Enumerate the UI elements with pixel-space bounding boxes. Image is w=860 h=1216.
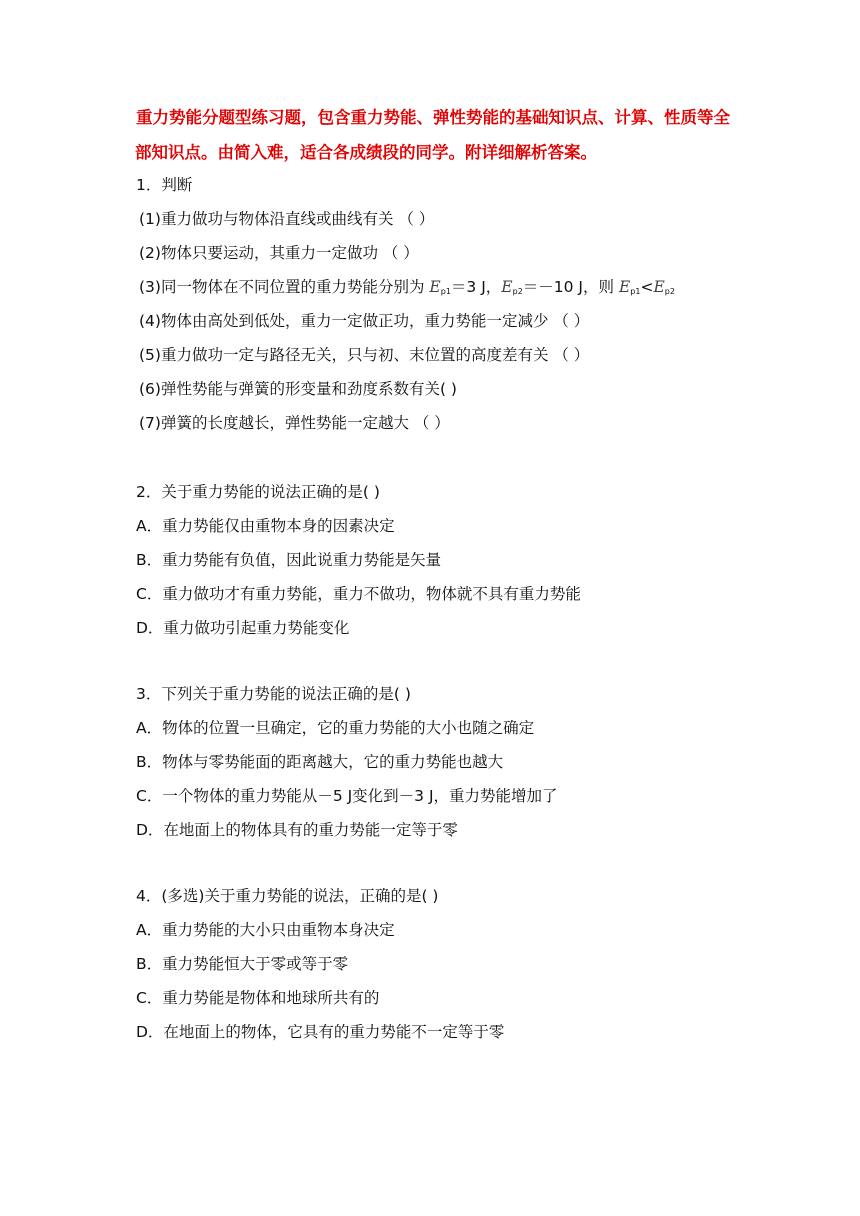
- q1-item-3-prefix: (3)同一物体在不同位置的重力势能分别为: [139, 278, 425, 296]
- intro-line-1: 重力势能分题型练习题，包含重力势能、弹性势能的基础知识点、计算、性质等全: [136, 108, 730, 127]
- q1-item-3-mid1: ＝3 J，: [450, 278, 502, 296]
- q4-option-b: B．重力势能恒大于零或等于零: [136, 955, 349, 973]
- q1-item-3: [139, 277, 675, 302]
- intro-paragraph: [136, 100, 766, 170]
- q3-option-d: D．在地面上的物体具有的重力势能一定等于零: [136, 821, 458, 839]
- q2-stem: 2．关于重力势能的说法正确的是( ): [136, 483, 380, 501]
- q1-item-1: (1)重力做功与物体沿直线或曲线有关 （ ）: [139, 210, 435, 228]
- energy-symbol: E: [429, 278, 441, 296]
- q3-option-b: B．物体与零势能面的距离越大，它的重力势能也越大: [136, 753, 504, 771]
- q1-item-7: (7)弹簧的长度越长，弹性势能一定越大 （ ）: [139, 414, 450, 432]
- q3-option-a: A．物体的位置一旦确定，它的重力势能的大小也随之确定: [136, 719, 535, 737]
- q2-option-c: C．重力做功才有重力势能，重力不做功，物体就不具有重力势能: [136, 585, 581, 603]
- less-than: <: [640, 278, 654, 296]
- energy-symbol: E: [618, 278, 631, 296]
- q3-stem: 3．下列关于重力势能的说法正确的是( ): [136, 685, 411, 703]
- q3-option-c: C．一个物体的重力势能从－5 J变化到－3 J，重力势能增加了: [136, 787, 558, 805]
- q4-option-a: A．重力势能的大小只由重物本身决定: [136, 921, 395, 939]
- subscript: p2: [512, 287, 523, 296]
- subscript: p1: [440, 287, 451, 296]
- intro-line-2: 部知识点。由简入难，适合各成绩段的同学。附详细解析答案。: [135, 143, 597, 162]
- q1-item-2: (2)物体只要运动，其重力一定做功 （ ）: [139, 244, 419, 262]
- q4-stem: 4．(多选)关于重力势能的说法，正确的是( ): [136, 887, 439, 905]
- energy-symbol: E: [501, 278, 513, 296]
- q1-title: 1．判断: [136, 176, 193, 194]
- q4-option-d: D．在地面上的物体，它具有的重力势能不一定等于零: [136, 1023, 505, 1041]
- q2-option-b: B．重力势能有负值，因此说重力势能是矢量: [136, 551, 442, 569]
- q1-item-3-mid2: ＝－10 J，则: [522, 278, 619, 296]
- q1-item-5: (5)重力做功一定与路径无关，只与初、末位置的高度差有关 （ ）: [139, 346, 590, 364]
- q2-option-d: D．重力做功引起重力势能变化: [136, 619, 350, 637]
- q2-option-a: A．重力势能仅由重物本身的因素决定: [136, 517, 395, 535]
- q1-item-4: (4)物体由高处到低处，重力一定做正功，重力势能一定减少 （ ）: [139, 312, 590, 330]
- q1-item-6: (6)弹性势能与弹簧的形变量和劲度系数有关( ): [139, 380, 457, 398]
- energy-symbol: E: [653, 278, 665, 296]
- subscript: p1: [630, 287, 641, 296]
- q4-option-c: C．重力势能是物体和地球所共有的: [136, 989, 380, 1007]
- subscript: p2: [664, 287, 675, 296]
